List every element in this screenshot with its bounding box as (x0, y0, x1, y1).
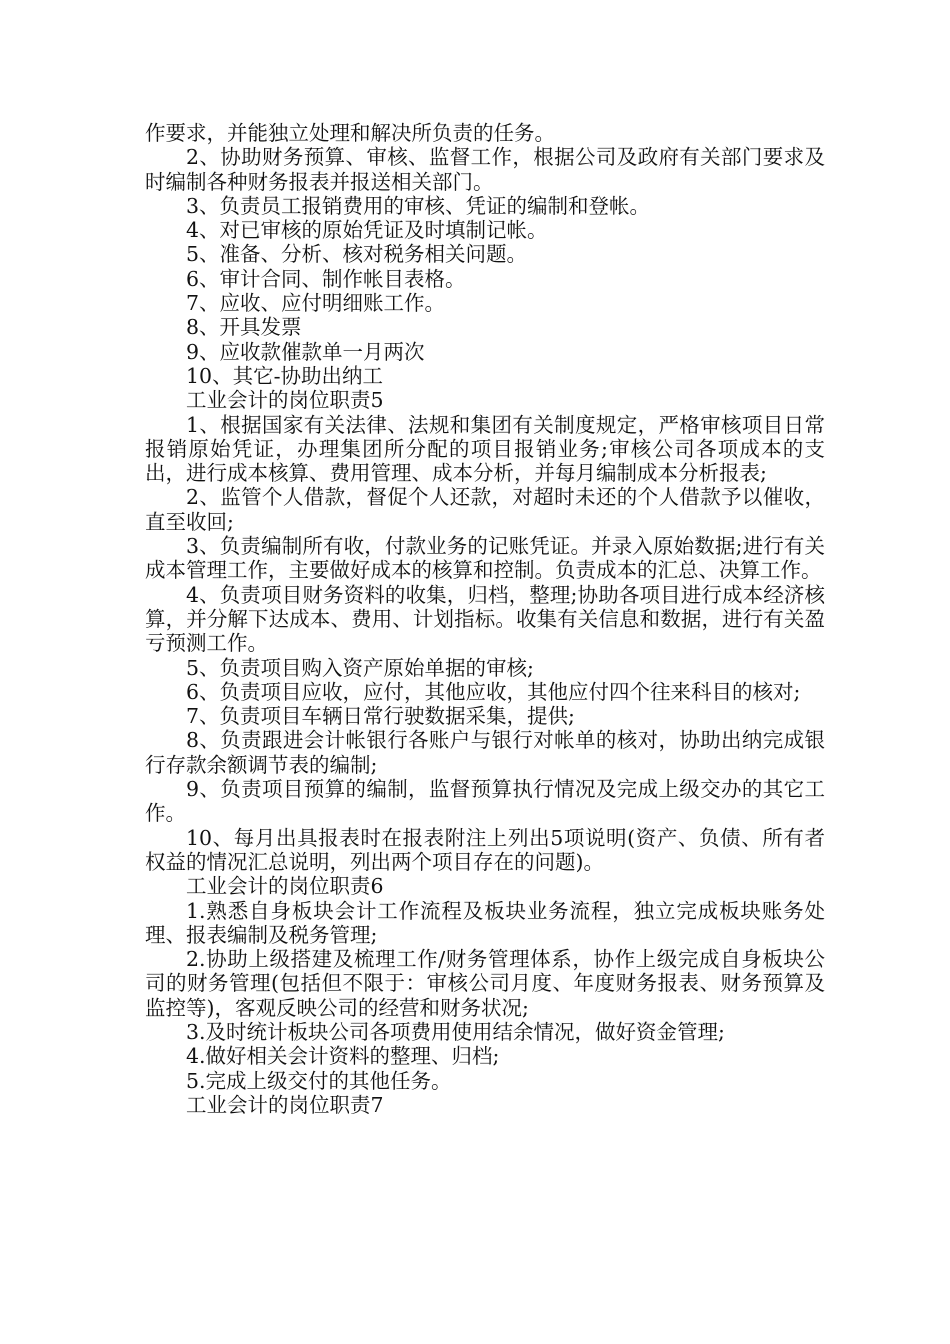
duty-item: 9、负责项目预算的编制，监督预算执行情况及完成上级交办的其它工作。 (145, 777, 825, 826)
duty-item: 7、负责项目车辆日常行驶数据采集，提供; (186, 704, 575, 729)
duty-item: 6、审计合同、制作帐目表格。 (186, 266, 466, 291)
section-heading: 工业会计的岗位职责5 (186, 388, 384, 413)
duty-item: 7、应收、应付明细账工作。 (186, 291, 446, 316)
duty-item: 4、对已审核的原始凭证及时填制记帐。 (186, 218, 548, 243)
duty-item: 10、每月出具报表时在报表附注上列出5项说明(资产、负债、所有者权益的情况汇总说明，列出两个项目存在的问题)。 (145, 825, 825, 874)
duty-item: 9、应收款催款单一月两次 (186, 339, 425, 364)
duty-item: 3、负责员工报销费用的审核、凭证的编制和登帐。 (186, 193, 651, 218)
duty-item: 10、其它-协助出纳工 (186, 363, 384, 388)
duty-item: 1、根据国家有关法律、法规和集团有关制度规定，严格审核项目日常报销原始凭证，办理集团所分配的项目报销业务;审核公司各项成本的支出，进行成本核算、费用管理、成本分析，并每月编制成本分析报表; (145, 412, 825, 486)
document-page (145, 121, 825, 1117)
duty-item: 2、协助财务预算、审核、监督工作，根据公司及政府有关部门要求及时编制各种财务报表并报送相关部门。 (145, 145, 825, 194)
duty-item: 4、负责项目财务资料的收集，归档，整理;协助各项目进行成本经济核算，并分解下达成本、费用、计划指标。收集有关信息和数据，进行有关盈亏预测工作。 (145, 582, 825, 656)
duty-item: 3、负责编制所有收，付款业务的记账凭证。并录入原始数据;进行有关成本管理工作，主要做好成本的核算和控制。负责成本的汇总、决算工作。 (145, 534, 825, 583)
duty-item: 4.做好相关会计资料的整理、归档; (186, 1044, 500, 1069)
duty-item: 2.协助上级搭建及梳理工作/财务管理体系，协作上级完成自身板块公司的财务管理(包括但不限于：审核公司月度、年度财务报表、财务预算及监控等)，客观反映公司的经营和财务状况; (145, 947, 825, 1020)
duty-item: 1.熟悉自身板块会计工作流程及板块业务流程，独立完成板块账务处理、报表编制及税务管理; (145, 898, 825, 947)
duty-item: 5.完成上级交付的其他任务。 (186, 1068, 452, 1093)
duty-item: 5、准备、分析、核对税务相关问题。 (186, 242, 528, 267)
duty-item: 5、负责项目购入资产原始单据的审核; (186, 655, 534, 680)
duty-item: 6、负责项目应收，应付，其他应收，其他应付四个往来科目的核对; (186, 679, 801, 704)
continuation-paragraph: 作要求，并能独立处理和解决所负责的任务。 (145, 121, 555, 145)
duty-item: 3.及时统计板块公司各项费用使用结余情况，做好资金管理; (186, 1019, 725, 1044)
section-heading: 工业会计的岗位职责7 (186, 1092, 384, 1117)
duty-item: 8、开具发票 (186, 315, 302, 340)
duty-item: 2、监管个人借款，督促个人还款，对超时未还的个人借款予以催收，直至收回; (145, 485, 825, 534)
section-heading: 工业会计的岗位职责6 (186, 874, 384, 899)
duty-item: 8、负责跟进会计帐银行各账户与银行对帐单的核对，协助出纳完成银行存款余额调节表的编制; (145, 728, 825, 777)
